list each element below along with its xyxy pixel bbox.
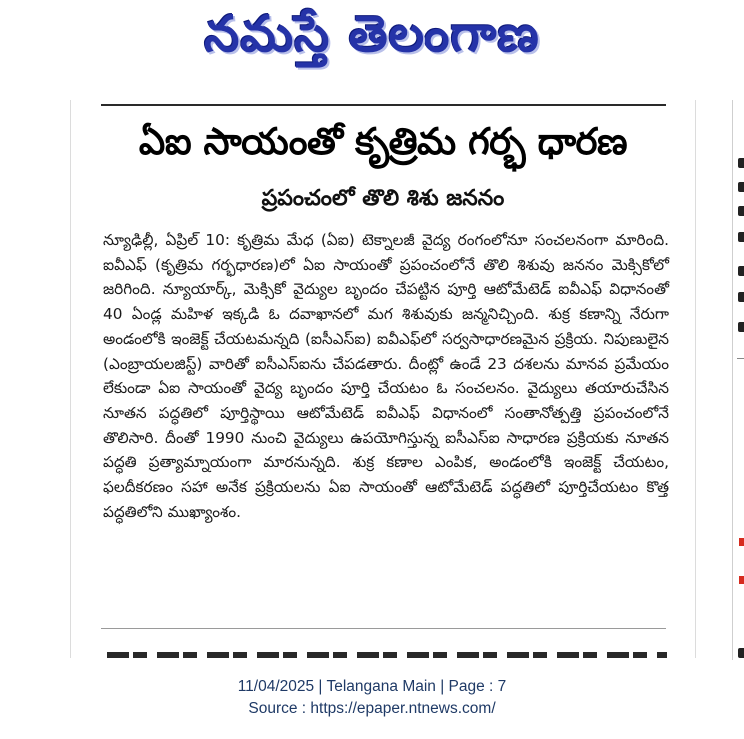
side-glyph (738, 648, 744, 658)
footer (0, 676, 744, 720)
side-glyph (738, 158, 744, 168)
side-glyph (738, 232, 744, 242)
side-divider (737, 358, 744, 359)
bottom-rule (101, 628, 666, 629)
side-red-mark (739, 538, 744, 546)
side-glyph (738, 322, 744, 332)
side-glyph (738, 206, 744, 216)
side-glyph (738, 182, 744, 192)
adjacent-column-fragment (732, 100, 744, 660)
masthead (0, 0, 744, 80)
cropped-next-headline (107, 642, 667, 658)
footer-date-edition: 11/04/2025 | Telangana Main | Page : 7 (237, 678, 507, 695)
top-rule (101, 104, 666, 106)
newspaper-logo: నమస్తే తెలంగాణ (204, 4, 540, 63)
footer-source: Source : https://epaper.ntnews.com/ (248, 700, 496, 717)
article-headline: ఏఐ సాయంతో కృత్రిమ గర్భ ధారణ (138, 120, 628, 163)
side-glyph (738, 266, 744, 276)
article-subheadline: ప్రపంచంలో తొలి శిశు జననం (261, 186, 505, 211)
article-clipping (70, 100, 696, 658)
article-body: న్యూఢిల్లీ, ఏప్రిల్ 10: కృత్రిమ మేధ (ఏఐ) టెక్నాలజీ వైద్య రంగంలోనూ సంచలనంగా మారింది. ఐవీఎఫ్ (కృత్రిమ గర్భధారణ)లో ఏఐ సాయంతో ప్రపంచంలోనే తొలి శిశువు జననం మెక్సికోలో జరిగింది. న్యూయార్క్, మెక్సికో వైద్యుల బృందం చేపట్టిన పూర్తి ఆటోమేటెడ్ ఐవీఎఫ్ విధానంతో 40 ఏండ్ల మహిళ ఇక్కడి ఓ దవాఖానలో మగ శిశువుకు జన్మనిచ్చింది. శుక్ర కణాన్ని నేరుగా అండంలోకి ఇంజెక్ట్ చేయటమన్నది (ఐసీఎస్ఐ) ఐవీఎఫ్‌లో సర్వసాధారణమైన ప్రక్రియ. నిపుణులైన (ఎంబ్రాయలజిస్ట్) వారితో ఐసీఎస్ఐను చేపడతారు. దీంట్లో ఉండే 23 దశలను మానవ ప్రమేయం లేకుండా ఏఐ సాయంతో వైద్య బృందం పూర్తి చేయటం ఓ సంచలనం. వైద్యులు తయారుచేసిన నూతన పద్ధతిలో పూర్తిస్థాయి ఆటోమేటెడ్ ఐవీఎఫ్ విధానంలో సంతానోత్పత్తి ప్రపంచంలోనే తొలిసారి. దీంతో 1990 నుంచి వైద్యులు ఉపయోగిస్తున్న ఐసీఎస్ఐ సాధారణ ప్రక్రియకు నూతన పద్ధతి ప్రత్యామ్నాయంగా మారనున్నది. శుక్ర కణాల ఎంపిక, అండంలోకి ఇంజెక్ట్ చేయటం, ఫలదీకరణం సహా అనేక ప్రక్రియలను ఏఐ సాయంతో ఆటోమేటెడ్ పద్ధతిలో పూర్తిచేయటం కొత్త పద్ధతిలోని ముఖ్యాంశం. (103, 231, 669, 521)
side-red-mark (739, 576, 744, 584)
side-glyph (738, 292, 744, 302)
